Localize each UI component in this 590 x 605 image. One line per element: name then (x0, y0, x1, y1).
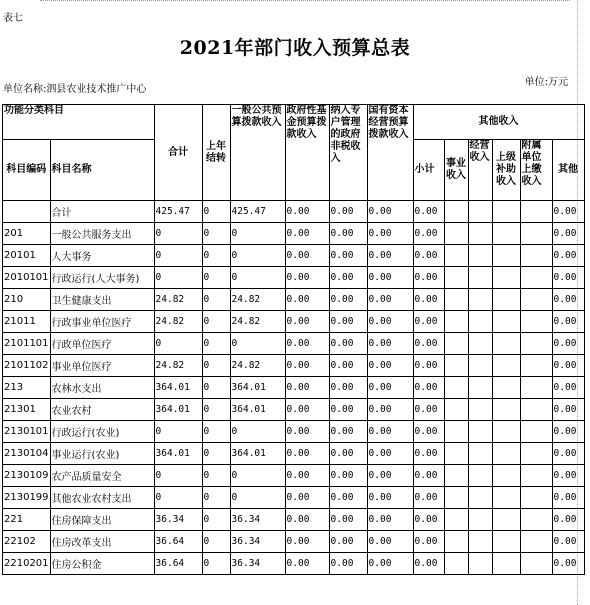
cell-other: 0.00 (552, 355, 584, 377)
cell-business-income (444, 509, 468, 531)
cell-operating-income (468, 223, 492, 245)
cell-special-fin: 0.00 (329, 465, 367, 487)
cell-business-income (444, 333, 468, 355)
cell-other: 0.00 (552, 289, 584, 311)
cell-name: 行政事业单位医疗 (50, 311, 154, 333)
cell-other: 0.00 (552, 509, 584, 531)
cell-state-capital: 0.00 (367, 465, 413, 487)
cell-business-income (444, 399, 468, 421)
table-row (3, 553, 585, 575)
cell-affiliated-income (520, 245, 552, 267)
cell-affiliated-income (520, 509, 552, 531)
cell-special-fin: 0.00 (329, 267, 367, 289)
header-affiliated-income: 附属单位上缴收入 (520, 140, 552, 201)
cell-gov-fund: 0.00 (285, 223, 329, 245)
cell-name: 行政单位医疗 (50, 333, 154, 355)
cell-code: 2130199 (3, 487, 51, 509)
cell-general-budget: 24.82 (230, 355, 285, 377)
cell-other: 0.00 (552, 443, 584, 465)
cell-business-income (444, 465, 468, 487)
cell-subtotal: 0.00 (413, 333, 444, 355)
cell-name: 事业单位医疗 (50, 355, 154, 377)
table-row (3, 311, 585, 333)
cell-name: 人大事务 (50, 245, 154, 267)
cell-total: 36.64 (154, 553, 202, 575)
cell-business-income (444, 223, 468, 245)
cell-general-budget: 364.01 (230, 377, 285, 399)
cell-superior-subsidy (492, 509, 520, 531)
cell-code: 22102 (3, 531, 51, 553)
cell-carryover: 0 (202, 289, 230, 311)
cell-general-budget: 24.82 (230, 289, 285, 311)
cell-carryover: 0 (202, 553, 230, 575)
cell-superior-subsidy (492, 223, 520, 245)
cell-subtotal: 0.00 (413, 267, 444, 289)
cell-special-fin: 0.00 (329, 443, 367, 465)
cell-general-budget: 364.01 (230, 399, 285, 421)
cell-total: 0 (154, 465, 202, 487)
cell-general-budget: 0 (230, 465, 285, 487)
cell-state-capital: 0.00 (367, 267, 413, 289)
cell-carryover: 0 (202, 333, 230, 355)
cell-business-income (444, 311, 468, 333)
cell-gov-fund: 0.00 (285, 311, 329, 333)
cell-carryover: 0 (202, 245, 230, 267)
cell-total: 364.01 (154, 377, 202, 399)
cell-general-budget: 36.34 (230, 509, 285, 531)
cell-total: 36.34 (154, 509, 202, 531)
cell-carryover: 0 (202, 487, 230, 509)
table-row (3, 289, 585, 311)
cell-name: 其他农业农村支出 (50, 487, 154, 509)
cell-other: 0.00 (552, 333, 584, 355)
cell-operating-income (468, 465, 492, 487)
header-general-budget: 一般公共预算拨款收入 (230, 105, 285, 201)
cell-other: 0.00 (552, 201, 584, 223)
cell-code: 201 (3, 223, 51, 245)
cell-operating-income (468, 289, 492, 311)
cell-code: 20101 (3, 245, 51, 267)
cell-business-income (444, 531, 468, 553)
cell-general-budget: 24.82 (230, 311, 285, 333)
cell-subtotal: 0.00 (413, 223, 444, 245)
cell-superior-subsidy (492, 399, 520, 421)
cell-total: 0 (154, 421, 202, 443)
cell-code: 2210201 (3, 553, 51, 575)
cell-operating-income (468, 377, 492, 399)
cell-superior-subsidy (492, 465, 520, 487)
cell-carryover: 0 (202, 267, 230, 289)
cell-state-capital: 0.00 (367, 201, 413, 223)
cell-business-income (444, 487, 468, 509)
cell-name: 农产品质量安全 (50, 465, 154, 487)
cell-carryover: 0 (202, 531, 230, 553)
cell-total: 364.01 (154, 443, 202, 465)
cell-code: 2130104 (3, 443, 51, 465)
cell-code: 2010101 (3, 267, 51, 289)
cell-code: 213 (3, 377, 51, 399)
cell-affiliated-income (520, 421, 552, 443)
cell-name: 住房改革支出 (50, 531, 154, 553)
cell-state-capital: 0.00 (367, 377, 413, 399)
cell-gov-fund: 0.00 (285, 443, 329, 465)
cell-subtotal: 0.00 (413, 443, 444, 465)
sheet-label: 表七 (3, 13, 23, 24)
cell-total: 364.01 (154, 399, 202, 421)
cell-name: 一般公共服务支出 (50, 223, 154, 245)
cell-carryover: 0 (202, 355, 230, 377)
cell-operating-income (468, 201, 492, 223)
cell-total: 425.47 (154, 201, 202, 223)
cell-operating-income (468, 311, 492, 333)
cell-code: 221 (3, 509, 51, 531)
cell-operating-income (468, 355, 492, 377)
cell-special-fin: 0.00 (329, 553, 367, 575)
cell-gov-fund: 0.00 (285, 245, 329, 267)
cell-subtotal: 0.00 (413, 201, 444, 223)
cell-other: 0.00 (552, 377, 584, 399)
cell-other: 0.00 (552, 531, 584, 553)
cell-gov-fund: 0.00 (285, 531, 329, 553)
header-total: 合计 (154, 105, 202, 201)
table-row (3, 355, 585, 377)
header-subject-code: 科目编码 (3, 140, 51, 201)
cell-gov-fund: 0.00 (285, 553, 329, 575)
cell-state-capital: 0.00 (367, 245, 413, 267)
cell-general-budget: 0 (230, 245, 285, 267)
cell-subtotal: 0.00 (413, 553, 444, 575)
cell-other: 0.00 (552, 245, 584, 267)
cell-name: 住房保障支出 (50, 509, 154, 531)
table-row (3, 399, 585, 421)
table-row (3, 443, 585, 465)
table-row (3, 223, 585, 245)
cell-state-capital: 0.00 (367, 223, 413, 245)
cell-operating-income (468, 399, 492, 421)
table-row (3, 465, 585, 487)
cell-superior-subsidy (492, 355, 520, 377)
cell-carryover: 0 (202, 443, 230, 465)
cell-special-fin: 0.00 (329, 399, 367, 421)
cell-total: 0 (154, 223, 202, 245)
cell-operating-income (468, 245, 492, 267)
cell-state-capital: 0.00 (367, 333, 413, 355)
cell-superior-subsidy (492, 443, 520, 465)
cell-code: 210 (3, 289, 51, 311)
cell-general-budget: 0 (230, 487, 285, 509)
header-subtotal: 小计 (413, 140, 444, 201)
cell-gov-fund: 0.00 (285, 289, 329, 311)
cell-total: 0 (154, 245, 202, 267)
table-row (3, 509, 585, 531)
header-superior-subsidy: 上级补助收入 (492, 140, 520, 201)
cell-code: 2101102 (3, 355, 51, 377)
cell-other: 0.00 (552, 487, 584, 509)
cell-state-capital: 0.00 (367, 531, 413, 553)
cell-special-fin: 0.00 (329, 355, 367, 377)
cell-business-income (444, 201, 468, 223)
cell-subtotal: 0.00 (413, 245, 444, 267)
header-other: 其他 (552, 140, 584, 201)
cell-special-fin: 0.00 (329, 421, 367, 443)
header-subject-name: 科目名称 (50, 140, 154, 201)
cell-superior-subsidy (492, 531, 520, 553)
cell-operating-income (468, 333, 492, 355)
cell-affiliated-income (520, 553, 552, 575)
cell-affiliated-income (520, 311, 552, 333)
cell-general-budget: 36.34 (230, 553, 285, 575)
cell-special-fin: 0.00 (329, 377, 367, 399)
cell-general-budget: 425.47 (230, 201, 285, 223)
cell-subtotal: 0.00 (413, 377, 444, 399)
cell-carryover: 0 (202, 311, 230, 333)
cell-state-capital: 0.00 (367, 421, 413, 443)
cell-state-capital: 0.00 (367, 399, 413, 421)
cell-name: 住房公积金 (50, 553, 154, 575)
cell-superior-subsidy (492, 245, 520, 267)
table-row (3, 377, 585, 399)
cell-superior-subsidy (492, 553, 520, 575)
cell-subtotal: 0.00 (413, 289, 444, 311)
header-carryover: 上年结转 (202, 105, 230, 201)
cell-carryover: 0 (202, 465, 230, 487)
cell-total: 0 (154, 267, 202, 289)
cell-operating-income (468, 421, 492, 443)
header-func-subject: 功能分类科目 (3, 105, 155, 140)
cell-superior-subsidy (492, 267, 520, 289)
cell-subtotal: 0.00 (413, 421, 444, 443)
cell-operating-income (468, 553, 492, 575)
cell-special-fin: 0.00 (329, 487, 367, 509)
cell-state-capital: 0.00 (367, 509, 413, 531)
cell-carryover: 0 (202, 421, 230, 443)
cell-affiliated-income (520, 377, 552, 399)
cell-superior-subsidy (492, 201, 520, 223)
cell-affiliated-income (520, 443, 552, 465)
cell-total: 24.82 (154, 355, 202, 377)
cell-affiliated-income (520, 201, 552, 223)
cell-subtotal: 0.00 (413, 487, 444, 509)
cell-gov-fund: 0.00 (285, 377, 329, 399)
cell-special-fin: 0.00 (329, 531, 367, 553)
cell-name: 事业运行(农业) (50, 443, 154, 465)
cell-other: 0.00 (552, 465, 584, 487)
cell-affiliated-income (520, 487, 552, 509)
table-row (3, 333, 585, 355)
cell-special-fin: 0.00 (329, 223, 367, 245)
cell-other: 0.00 (552, 421, 584, 443)
cell-gov-fund: 0.00 (285, 465, 329, 487)
header-business-income: 事业收入 (444, 140, 468, 201)
cell-gov-fund: 0.00 (285, 487, 329, 509)
unit-name: 单位名称:泗县农业技术推广中心 (3, 84, 147, 95)
cell-state-capital: 0.00 (367, 553, 413, 575)
cell-special-fin: 0.00 (329, 201, 367, 223)
header-other-income: 其他收入 (413, 105, 584, 140)
cell-carryover: 0 (202, 201, 230, 223)
table-row (3, 421, 585, 443)
table-row (3, 487, 585, 509)
cell-gov-fund: 0.00 (285, 267, 329, 289)
cell-carryover: 0 (202, 399, 230, 421)
cell-code: 21301 (3, 399, 51, 421)
cell-affiliated-income (520, 355, 552, 377)
cell-business-income (444, 267, 468, 289)
cell-name: 农业农村 (50, 399, 154, 421)
cell-total: 36.64 (154, 531, 202, 553)
page-title: 2021年部门收入预算总表 (179, 37, 411, 59)
cell-business-income (444, 289, 468, 311)
cell-other: 0.00 (552, 267, 584, 289)
cell-name: 农林水支出 (50, 377, 154, 399)
cell-gov-fund: 0.00 (285, 201, 329, 223)
cell-affiliated-income (520, 267, 552, 289)
table-row (3, 267, 585, 289)
cell-special-fin: 0.00 (329, 311, 367, 333)
header-operating-income: 经营收入 (468, 140, 492, 201)
cell-subtotal: 0.00 (413, 531, 444, 553)
cell-name: 行政运行(农业) (50, 421, 154, 443)
cell-superior-subsidy (492, 377, 520, 399)
cell-state-capital: 0.00 (367, 487, 413, 509)
cell-subtotal: 0.00 (413, 465, 444, 487)
cell-carryover: 0 (202, 223, 230, 245)
cell-code: 2101101 (3, 333, 51, 355)
cell-carryover: 0 (202, 509, 230, 531)
cell-operating-income (468, 531, 492, 553)
cell-total: 24.82 (154, 289, 202, 311)
cell-general-budget: 0 (230, 223, 285, 245)
cell-operating-income (468, 509, 492, 531)
cell-state-capital: 0.00 (367, 355, 413, 377)
cell-gov-fund: 0.00 (285, 509, 329, 531)
cell-total: 0 (154, 333, 202, 355)
cell-state-capital: 0.00 (367, 289, 413, 311)
table-row (3, 245, 585, 267)
cell-operating-income (468, 443, 492, 465)
header-state-capital: 国有资本经营预算拨款收入 (367, 105, 413, 201)
table-row (3, 531, 585, 553)
cell-affiliated-income (520, 399, 552, 421)
cell-gov-fund: 0.00 (285, 355, 329, 377)
cell-name: 卫生健康支出 (50, 289, 154, 311)
budget-table (2, 104, 585, 575)
cell-superior-subsidy (492, 289, 520, 311)
cell-general-budget: 36.34 (230, 531, 285, 553)
cell-affiliated-income (520, 465, 552, 487)
cell-other: 0.00 (552, 553, 584, 575)
cell-special-fin: 0.00 (329, 333, 367, 355)
cell-total: 0 (154, 487, 202, 509)
cell-special-fin: 0.00 (329, 289, 367, 311)
cell-general-budget: 0 (230, 421, 285, 443)
cell-subtotal: 0.00 (413, 311, 444, 333)
cell-affiliated-income (520, 531, 552, 553)
table-row (3, 201, 585, 223)
cell-business-income (444, 377, 468, 399)
cell-business-income (444, 355, 468, 377)
cell-code: 2130101 (3, 421, 51, 443)
cell-special-fin: 0.00 (329, 509, 367, 531)
cell-code: 21011 (3, 311, 51, 333)
cell-state-capital: 0.00 (367, 311, 413, 333)
cell-special-fin: 0.00 (329, 245, 367, 267)
cell-subtotal: 0.00 (413, 399, 444, 421)
cell-gov-fund: 0.00 (285, 421, 329, 443)
cell-business-income (444, 553, 468, 575)
cell-superior-subsidy (492, 311, 520, 333)
cell-operating-income (468, 267, 492, 289)
cell-subtotal: 0.00 (413, 355, 444, 377)
header-special-fin: 纳入专户管理的政府非税收入 (329, 105, 367, 201)
cell-operating-income (468, 487, 492, 509)
cell-business-income (444, 421, 468, 443)
cell-code: 2130109 (3, 465, 51, 487)
header-gov-fund: 政府性基金预算拨款收入 (285, 105, 329, 201)
cell-affiliated-income (520, 223, 552, 245)
cell-total: 24.82 (154, 311, 202, 333)
cell-business-income (444, 443, 468, 465)
cell-general-budget: 0 (230, 333, 285, 355)
cell-superior-subsidy (492, 421, 520, 443)
cell-state-capital: 0.00 (367, 443, 413, 465)
cell-subtotal: 0.00 (413, 509, 444, 531)
cell-gov-fund: 0.00 (285, 333, 329, 355)
cell-carryover: 0 (202, 377, 230, 399)
cell-general-budget: 364.01 (230, 443, 285, 465)
cell-name: 合计 (50, 201, 154, 223)
page-break-line (40, 0, 570, 2)
cell-gov-fund: 0.00 (285, 399, 329, 421)
cell-other: 0.00 (552, 223, 584, 245)
cell-affiliated-income (520, 289, 552, 311)
cell-superior-subsidy (492, 487, 520, 509)
cell-superior-subsidy (492, 333, 520, 355)
cell-general-budget: 0 (230, 267, 285, 289)
cell-other: 0.00 (552, 399, 584, 421)
cell-other: 0.00 (552, 311, 584, 333)
cell-business-income (444, 245, 468, 267)
cell-code (3, 201, 51, 223)
unit-label: 单位:万元 (524, 77, 568, 88)
cell-affiliated-income (520, 333, 552, 355)
cell-name: 行政运行(人大事务) (50, 267, 154, 289)
